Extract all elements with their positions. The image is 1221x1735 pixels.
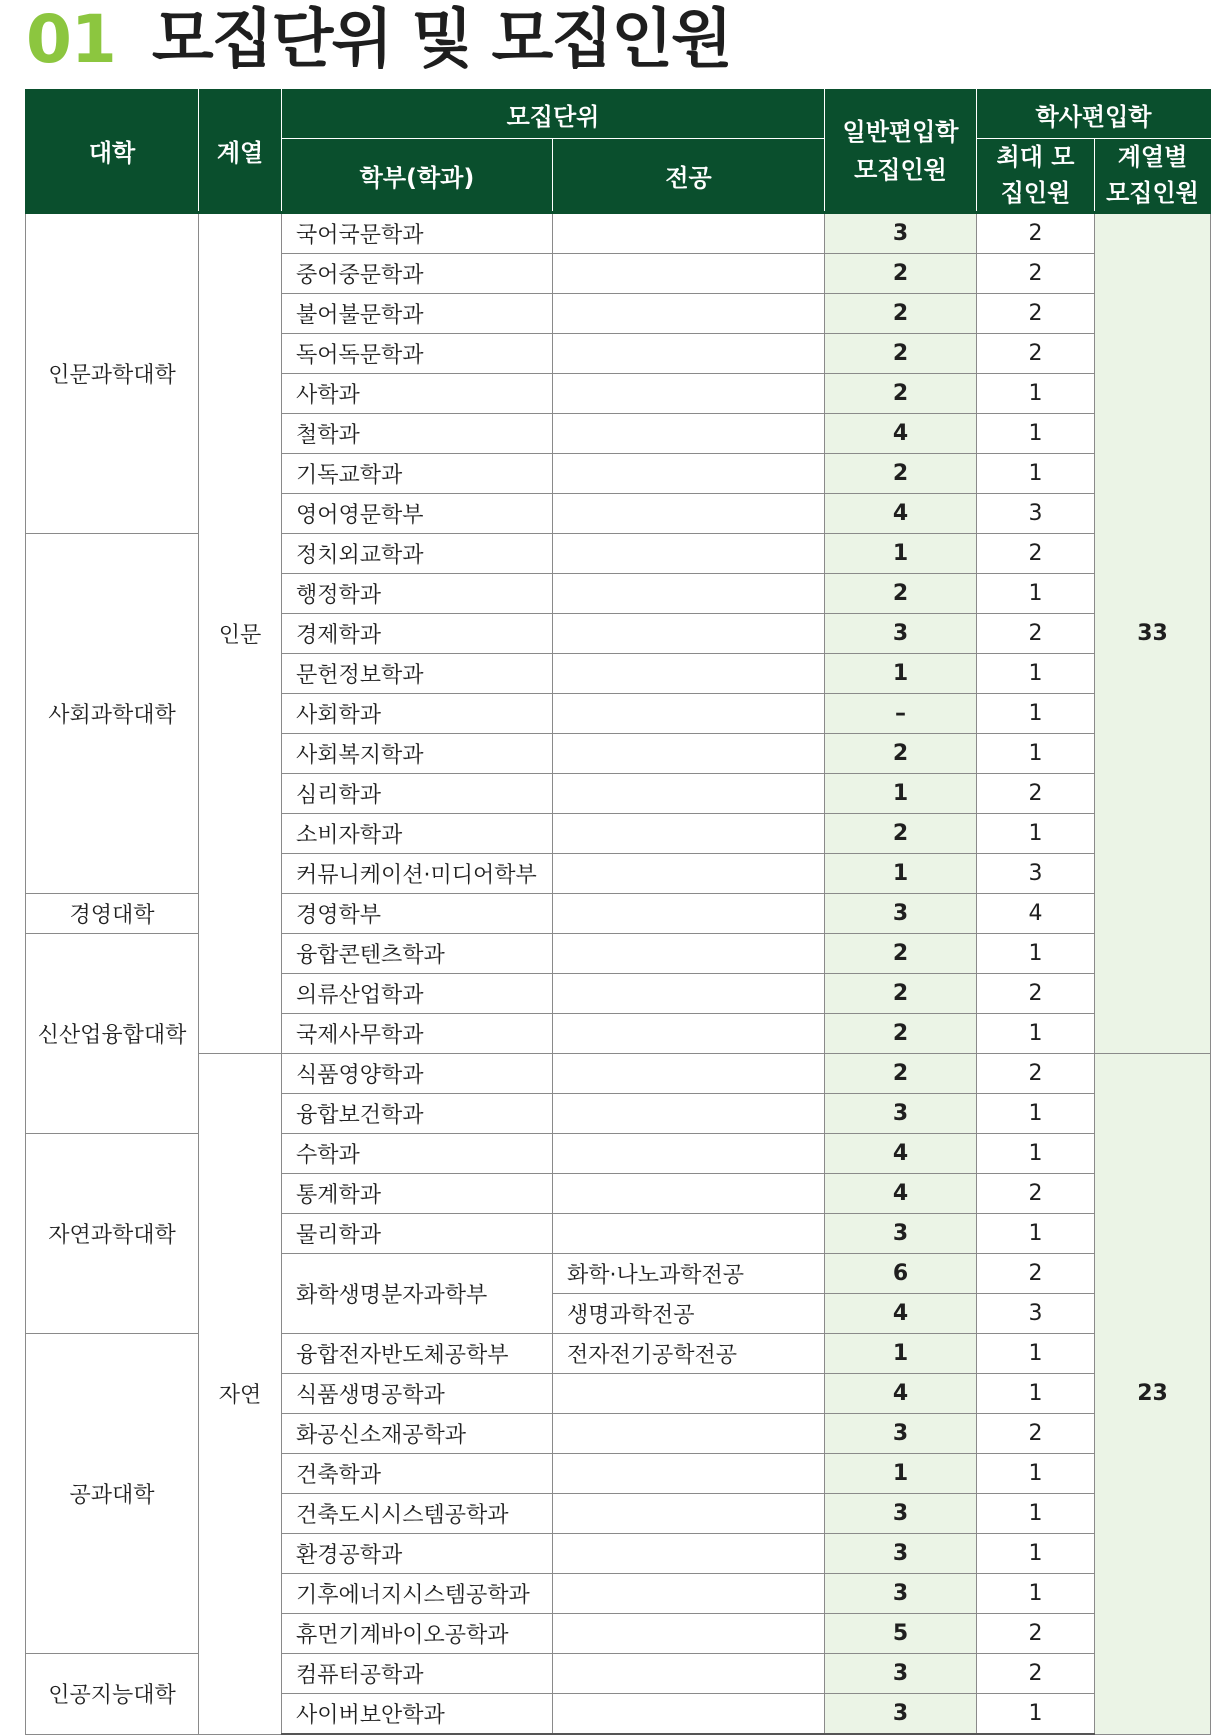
department-name: 수학과 <box>282 1134 553 1174</box>
bachelor-max-quota: 2 <box>977 334 1095 374</box>
major-name <box>553 614 825 654</box>
major-name <box>553 1654 825 1694</box>
bachelor-max-quota: 2 <box>977 534 1095 574</box>
department-name: 경영학부 <box>282 894 553 934</box>
general-quota: 2 <box>825 734 977 774</box>
bachelor-max-quota: 1 <box>977 414 1095 454</box>
department-name: 심리학과 <box>282 774 553 814</box>
college-name: 인문과학대학 <box>26 213 199 534</box>
department-name: 통계학과 <box>282 1174 553 1214</box>
department-name: 불어불문학과 <box>282 294 553 334</box>
department-name: 융합전자반도체공학부 <box>282 1334 553 1374</box>
major-name <box>553 374 825 414</box>
department-name: 사이버보안학과 <box>282 1694 553 1735</box>
general-quota: 2 <box>825 814 977 854</box>
general-quota: 1 <box>825 774 977 814</box>
major-name <box>553 1014 825 1054</box>
table-body <box>26 213 1211 1735</box>
bachelor-max-quota: 2 <box>977 254 1095 294</box>
general-quota: 4 <box>825 1134 977 1174</box>
department-name: 휴먼기계바이오공학과 <box>282 1614 553 1654</box>
major-name <box>553 1534 825 1574</box>
general-quota: 2 <box>825 1054 977 1094</box>
bachelor-max-quota: 2 <box>977 1054 1095 1094</box>
department-name: 문헌정보학과 <box>282 654 553 694</box>
general-quota: 2 <box>825 294 977 334</box>
general-quota: 2 <box>825 1014 977 1054</box>
bachelor-max-quota: 4 <box>977 894 1095 934</box>
header-major: 전공 <box>553 139 825 213</box>
major-name <box>553 814 825 854</box>
college-name: 인공지능대학 <box>26 1654 199 1735</box>
department-name: 화학생명분자과학부 <box>282 1254 553 1334</box>
bachelor-max-quota: 1 <box>977 654 1095 694</box>
major-name <box>553 534 825 574</box>
department-name: 영어영문학부 <box>282 494 553 534</box>
general-quota: 2 <box>825 934 977 974</box>
department-name: 행정학과 <box>282 574 553 614</box>
header-bachelor-max: 최대 모집인원 <box>977 139 1095 213</box>
bachelor-max-quota: 1 <box>977 1454 1095 1494</box>
bachelor-max-quota: 1 <box>977 1694 1095 1735</box>
department-name: 커뮤니케이션·미디어학부 <box>282 854 553 894</box>
general-quota: 3 <box>825 1214 977 1254</box>
general-quota: 3 <box>825 1414 977 1454</box>
general-quota: 6 <box>825 1254 977 1294</box>
general-quota: 2 <box>825 254 977 294</box>
bachelor-max-quota: 1 <box>977 694 1095 734</box>
department-name: 의류산업학과 <box>282 974 553 1014</box>
major-name <box>553 1414 825 1454</box>
bachelor-max-quota: 1 <box>977 1374 1095 1414</box>
bachelor-max-quota: 1 <box>977 1214 1095 1254</box>
department-name: 경제학과 <box>282 614 553 654</box>
section-number: 01 <box>26 1 116 78</box>
major-name <box>553 1494 825 1534</box>
bachelor-max-quota: 3 <box>977 854 1095 894</box>
department-name: 물리학과 <box>282 1214 553 1254</box>
major-name <box>553 1574 825 1614</box>
bachelor-max-quota: 1 <box>977 1334 1095 1374</box>
major-name <box>553 694 825 734</box>
general-quota: 1 <box>825 534 977 574</box>
general-quota: 2 <box>825 334 977 374</box>
major-name <box>553 1134 825 1174</box>
major-name <box>553 974 825 1014</box>
header-bachelor-field: 계열별 모집인원 <box>1095 139 1211 213</box>
department-name: 국어국문학과 <box>282 213 553 254</box>
major-name: 전자전기공학전공 <box>553 1334 825 1374</box>
major-name <box>553 894 825 934</box>
general-quota: 1 <box>825 1334 977 1374</box>
bachelor-max-quota: 1 <box>977 1574 1095 1614</box>
general-quota: 3 <box>825 1094 977 1134</box>
general-quota: 1 <box>825 1454 977 1494</box>
bachelor-max-quota: 1 <box>977 814 1095 854</box>
field-name: 자연 <box>199 1054 282 1735</box>
admission-table <box>25 89 1211 1735</box>
field-name: 인문 <box>199 213 282 1054</box>
major-name <box>553 654 825 694</box>
college-name: 사회과학대학 <box>26 534 199 894</box>
general-quota: 4 <box>825 1374 977 1414</box>
department-name: 컴퓨터공학과 <box>282 1654 553 1694</box>
general-quota: 1 <box>825 654 977 694</box>
general-quota: 3 <box>825 894 977 934</box>
major-name <box>553 1374 825 1414</box>
bachelor-max-quota: 2 <box>977 974 1095 1014</box>
college-name: 경영대학 <box>26 894 199 934</box>
department-name: 기독교학과 <box>282 454 553 494</box>
bachelor-max-quota: 1 <box>977 1534 1095 1574</box>
major-name <box>553 454 825 494</box>
department-name: 화공신소재공학과 <box>282 1414 553 1454</box>
header-general: 일반편입학 모집인원 <box>825 90 977 213</box>
major-name <box>553 254 825 294</box>
bachelor-max-quota: 1 <box>977 374 1095 414</box>
major-name: 생명과학전공 <box>553 1294 825 1334</box>
bachelor-max-quota: 2 <box>977 774 1095 814</box>
department-name: 건축학과 <box>282 1454 553 1494</box>
bachelor-max-quota: 2 <box>977 1614 1095 1654</box>
bachelor-max-quota: 1 <box>977 1014 1095 1054</box>
department-name: 융합보건학과 <box>282 1094 553 1134</box>
header-field: 계열 <box>199 90 282 213</box>
bachelor-max-quota: 2 <box>977 614 1095 654</box>
department-name: 식품영양학과 <box>282 1054 553 1094</box>
general-quota: 3 <box>825 213 977 254</box>
major-name: 화학·나노과학전공 <box>553 1254 825 1294</box>
header-bachelor: 학사편입학 <box>977 90 1211 139</box>
department-name: 환경공학과 <box>282 1534 553 1574</box>
general-quota: – <box>825 694 977 734</box>
major-name <box>553 1694 825 1735</box>
major-name <box>553 574 825 614</box>
header-college: 대학 <box>26 90 199 213</box>
bachelor-max-quota: 1 <box>977 934 1095 974</box>
college-name: 자연과학대학 <box>26 1134 199 1334</box>
general-quota: 4 <box>825 1174 977 1214</box>
major-name <box>553 1054 825 1094</box>
bachelor-max-quota: 1 <box>977 1134 1095 1174</box>
header-dept: 학부(학과) <box>282 139 553 213</box>
bachelor-max-quota: 2 <box>977 1254 1095 1294</box>
bachelor-max-quota: 1 <box>977 734 1095 774</box>
major-name <box>553 414 825 454</box>
general-quota: 3 <box>825 1494 977 1534</box>
general-quota: 2 <box>825 974 977 1014</box>
major-name <box>553 1094 825 1134</box>
department-name: 정치외교학과 <box>282 534 553 574</box>
bachelor-max-quota: 2 <box>977 1414 1095 1454</box>
department-name: 독어독문학과 <box>282 334 553 374</box>
general-quota: 1 <box>825 854 977 894</box>
major-name <box>553 1454 825 1494</box>
bachelor-max-quota: 2 <box>977 294 1095 334</box>
department-name: 융합콘텐츠학과 <box>282 934 553 974</box>
general-quota: 3 <box>825 1654 977 1694</box>
major-name <box>553 934 825 974</box>
department-name: 건축도시시스템공학과 <box>282 1494 553 1534</box>
bachelor-max-quota: 2 <box>977 1654 1095 1694</box>
general-quota: 5 <box>825 1614 977 1654</box>
department-name: 사회학과 <box>282 694 553 734</box>
bachelor-max-quota: 3 <box>977 1294 1095 1334</box>
college-name: 공과대학 <box>26 1334 199 1654</box>
department-name: 기후에너지시스템공학과 <box>282 1574 553 1614</box>
general-quota: 3 <box>825 1694 977 1735</box>
department-name: 철학과 <box>282 414 553 454</box>
general-quota: 2 <box>825 374 977 414</box>
table-row <box>26 213 1211 254</box>
bachelor-max-quota: 2 <box>977 213 1095 254</box>
bachelor-max-quota: 1 <box>977 454 1095 494</box>
major-name <box>553 734 825 774</box>
department-name: 소비자학과 <box>282 814 553 854</box>
department-name: 사회복지학과 <box>282 734 553 774</box>
general-quota: 3 <box>825 1574 977 1614</box>
general-quota: 2 <box>825 574 977 614</box>
general-quota: 3 <box>825 614 977 654</box>
major-name <box>553 334 825 374</box>
bachelor-max-quota: 1 <box>977 574 1095 614</box>
department-name: 국제사무학과 <box>282 1014 553 1054</box>
major-name <box>553 294 825 334</box>
bachelor-max-quota: 3 <box>977 494 1095 534</box>
major-name <box>553 774 825 814</box>
field-total-quota: 33 <box>1095 213 1211 1054</box>
department-name: 사학과 <box>282 374 553 414</box>
department-name: 식품생명공학과 <box>282 1374 553 1414</box>
general-quota: 4 <box>825 494 977 534</box>
bachelor-max-quota: 1 <box>977 1494 1095 1534</box>
page-title <box>26 0 731 80</box>
general-quota: 4 <box>825 1294 977 1334</box>
major-name <box>553 1214 825 1254</box>
major-name <box>553 854 825 894</box>
major-name <box>553 1614 825 1654</box>
college-name: 신산업융합대학 <box>26 934 199 1134</box>
bachelor-max-quota: 1 <box>977 1094 1095 1134</box>
general-quota: 3 <box>825 1534 977 1574</box>
header-unit: 모집단위 <box>282 90 825 139</box>
table-header <box>26 90 1211 213</box>
major-name <box>553 494 825 534</box>
section-title: 모집단위 및 모집인원 <box>151 3 731 77</box>
department-name: 중어중문학과 <box>282 254 553 294</box>
table-row <box>26 1054 1211 1094</box>
general-quota: 4 <box>825 414 977 454</box>
bachelor-max-quota: 2 <box>977 1174 1095 1214</box>
major-name <box>553 1174 825 1214</box>
field-total-quota: 23 <box>1095 1054 1211 1735</box>
major-name <box>553 213 825 254</box>
general-quota: 2 <box>825 454 977 494</box>
